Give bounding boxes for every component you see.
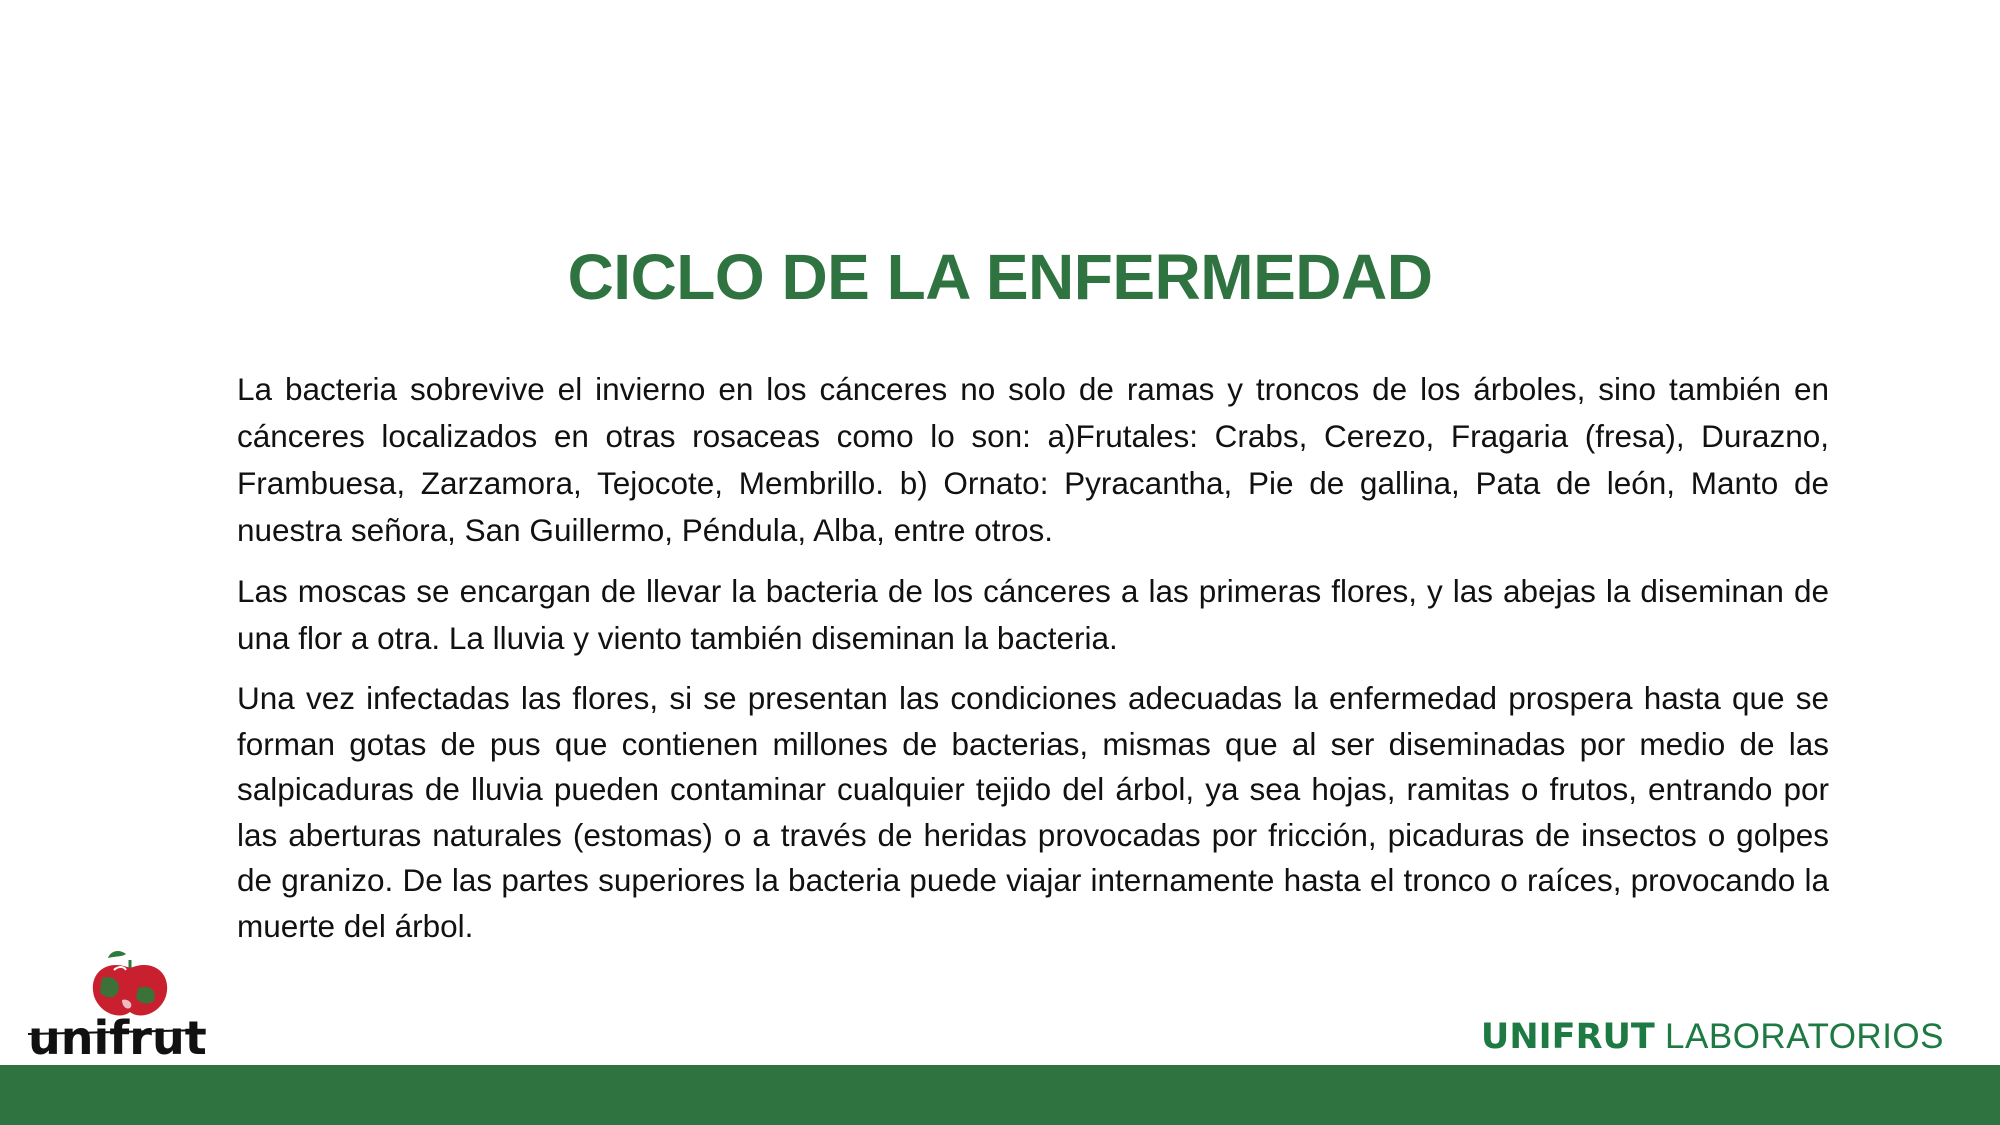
paragraph-vectors: Las moscas se encargan de llevar la bacteria de los cánceres a las primeras flores, y las abejas la diseminan de una flor a otra. La lluvia y viento también diseminan la bacteria.	[237, 573, 1829, 656]
apple-logo-icon	[93, 951, 167, 1015]
brand-subtitle: LABORATORIOS	[1665, 1017, 1944, 1056]
unifrut-logo	[26, 948, 211, 1060]
brand-name: UNIFRUT	[1480, 1017, 1655, 1057]
footer-bar	[0, 1065, 2000, 1125]
brand-footer	[1481, 1017, 1944, 1057]
logo-text: unifrut	[28, 1011, 207, 1060]
slide-title: CICLO DE LA ENFERMEDAD	[567, 241, 1433, 313]
paragraph-hosts: La bacteria sobrevive el invierno en los cánceres no solo de ramas y troncos de los árboles, sino también en cánceres localizados en otras rosaceas como lo son: a)Frutales: Crabs, Cerezo, Fragaria (fresa), Durazno, Frambuesa, Zarzamora, Tejocote, Membrillo. b) Ornato: Pyracantha, Pie de gallina, Pata de león, Manto de nuestra señora, San Guillermo, Péndula, Alba, entre otros.	[237, 371, 1829, 548]
slide-body	[237, 366, 1829, 963]
paragraph-infection: Una vez infectadas las flores, si se presentan las condiciones adecuadas la enfermedad prospera hasta que se forman gotas de pus que contienen millones de bacterias, mismas que al ser diseminadas por medio de las salpicaduras de lluvia pueden contaminar cualquier tejido del árbol, ya sea hojas, ramitas o frutos, entrando por las aberturas naturales (estomas) o a través de heridas provocadas por fricción, picaduras de insectos o golpes de granizo. De las partes superiores la bacteria puede viajar internamente hasta el tronco o raíces, provocando la muerte del árbol.	[237, 680, 1829, 944]
